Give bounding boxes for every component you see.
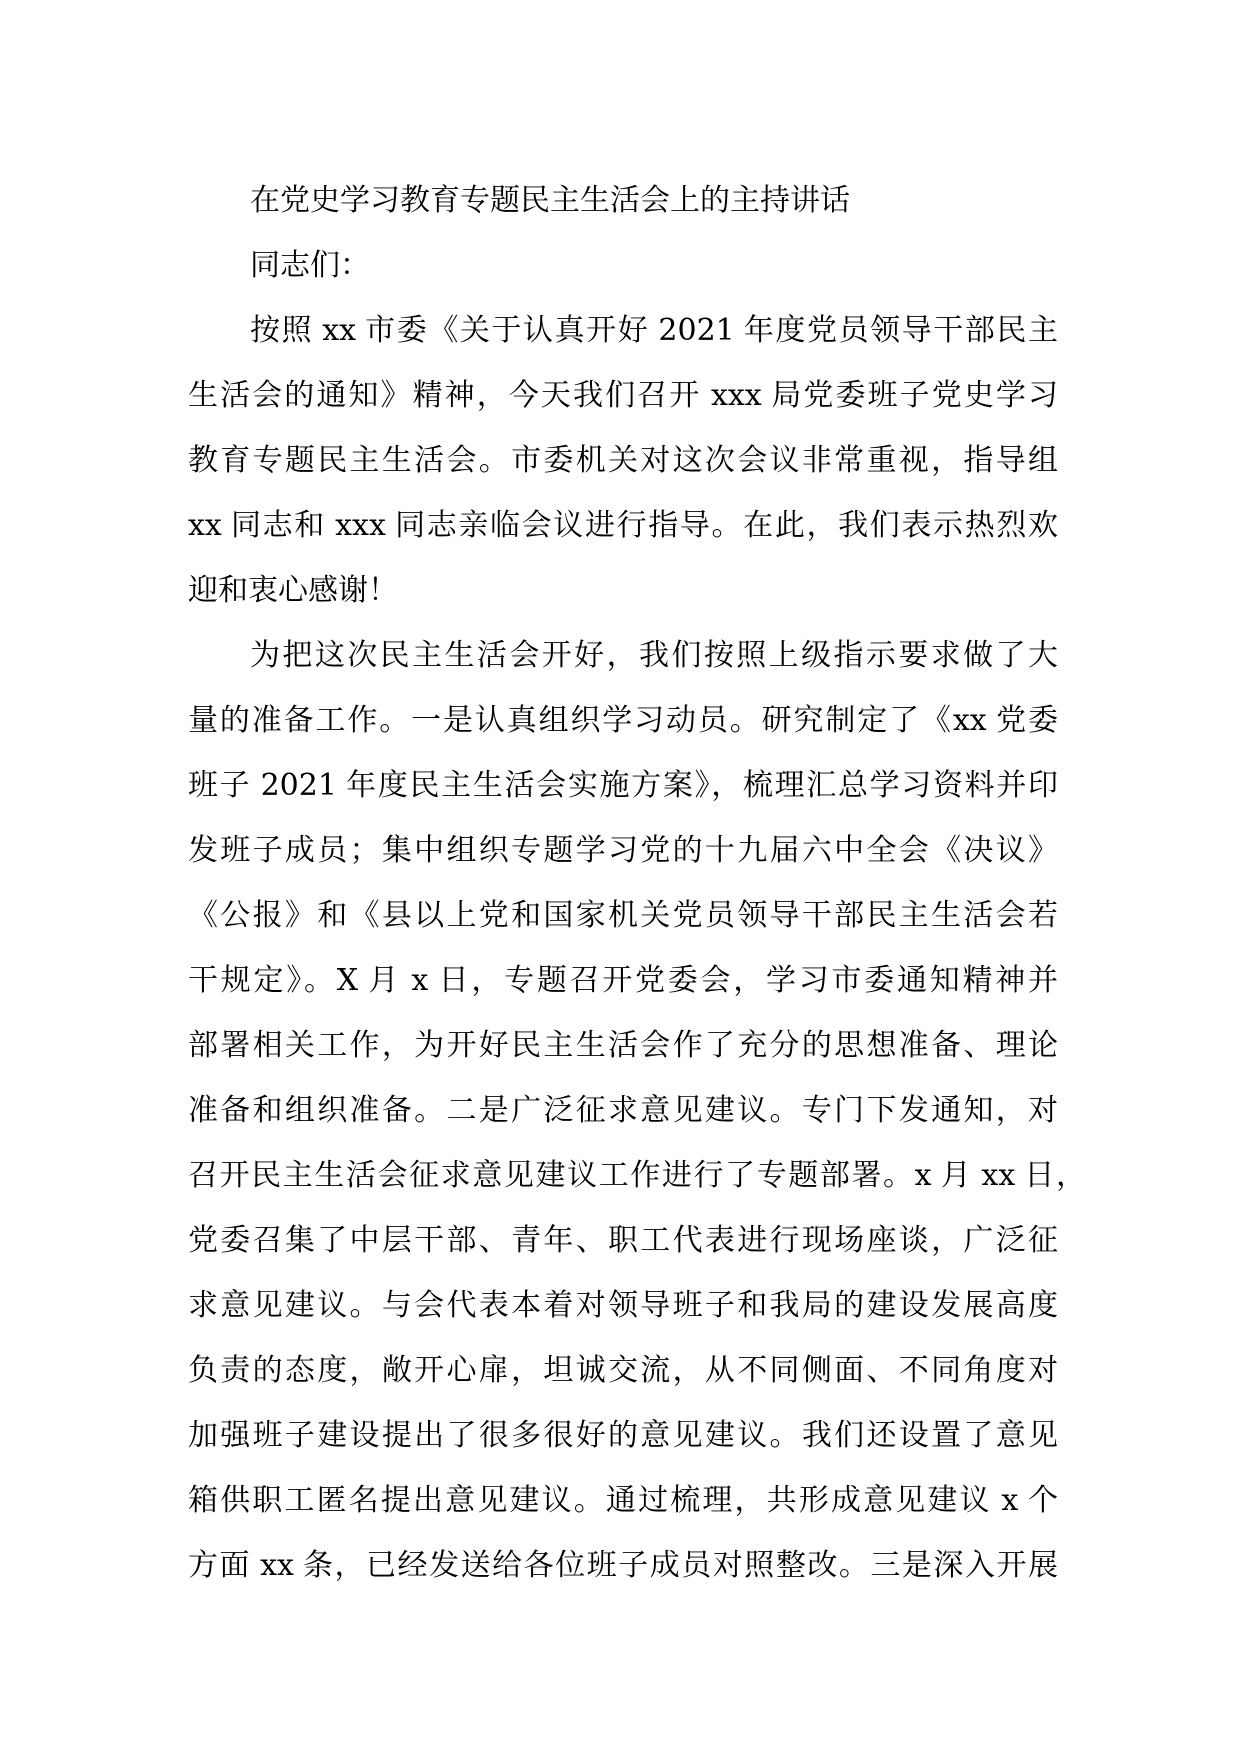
paragraph-line: 为把这次民主生活会开好，我们按照上级指示要求做了大 [250, 638, 1058, 673]
paragraph-line: 量的准备工作。一是认真组织学习动员。研究制定了《xx 党委 [188, 703, 1058, 738]
document-title: 在党史学习教育专题民主生活会上的主持讲话 [250, 183, 850, 218]
paragraph-2 [188, 623, 1086, 1598]
paragraph-line: 教育专题民主生活会。市委机关对这次会议非常重视，指导组 [188, 443, 1058, 478]
paragraph-line: 发班子成员；集中组织专题学习党的十九届六中全会《决议》 [188, 833, 1058, 868]
paragraph-line: 班子 2021 年度民主生活会实施方案》，梳理汇总学习资料并印 [188, 768, 1058, 803]
paragraph-1 [188, 298, 1058, 623]
paragraph-line: xx 同志和 xxx 同志亲临会议进行指导。在此，我们表示热烈欢 [188, 508, 1058, 543]
paragraph-line: 按照 xx 市委《关于认真开好 2021 年度党员领导干部民主 [250, 313, 1058, 348]
paragraph-line: 干规定》。X 月 x 日，专题召开党委会，学习市委通知精神并 [188, 963, 1058, 998]
document-body [188, 168, 1086, 1598]
salutation: 同志们： [250, 248, 370, 283]
paragraph-line: 加强班子建设提出了很多很好的意见建议。我们还设置了意见 [188, 1418, 1058, 1453]
paragraph-line: 党委召集了中层干部、青年、职工代表进行现场座谈，广泛征 [188, 1223, 1058, 1258]
paragraph-line: 生活会的通知》精神，今天我们召开 xxx 局党委班子党史学习 [188, 378, 1058, 413]
paragraph-line: 准备和组织准备。二是广泛征求意见建议。专门下发通知，对 [188, 1093, 1058, 1128]
paragraph-line: 箱供职工匿名提出意见建议。通过梳理，共形成意见建议 x 个 [188, 1483, 1058, 1518]
paragraph-line: 求意见建议。与会代表本着对领导班子和我局的建设发展高度 [188, 1288, 1058, 1323]
paragraph-line: 《公报》和《县以上党和国家机关党员领导干部民主生活会若 [188, 898, 1058, 933]
paragraph-line: 召开民主生活会征求意见建议工作进行了专题部署。x 月 xx 日， [188, 1158, 1086, 1193]
paragraph-line: 部署相关工作，为开好民主生活会作了充分的思想准备、理论 [188, 1028, 1058, 1063]
paragraph-line: 迎和衷心感谢！ [188, 573, 398, 608]
paragraph-line: 方面 xx 条，已经发送给各位班子成员对照整改。三是深入开展 [188, 1548, 1058, 1583]
paragraph-line: 负责的态度，敞开心扉，坦诚交流，从不同侧面、不同角度对 [188, 1353, 1058, 1388]
